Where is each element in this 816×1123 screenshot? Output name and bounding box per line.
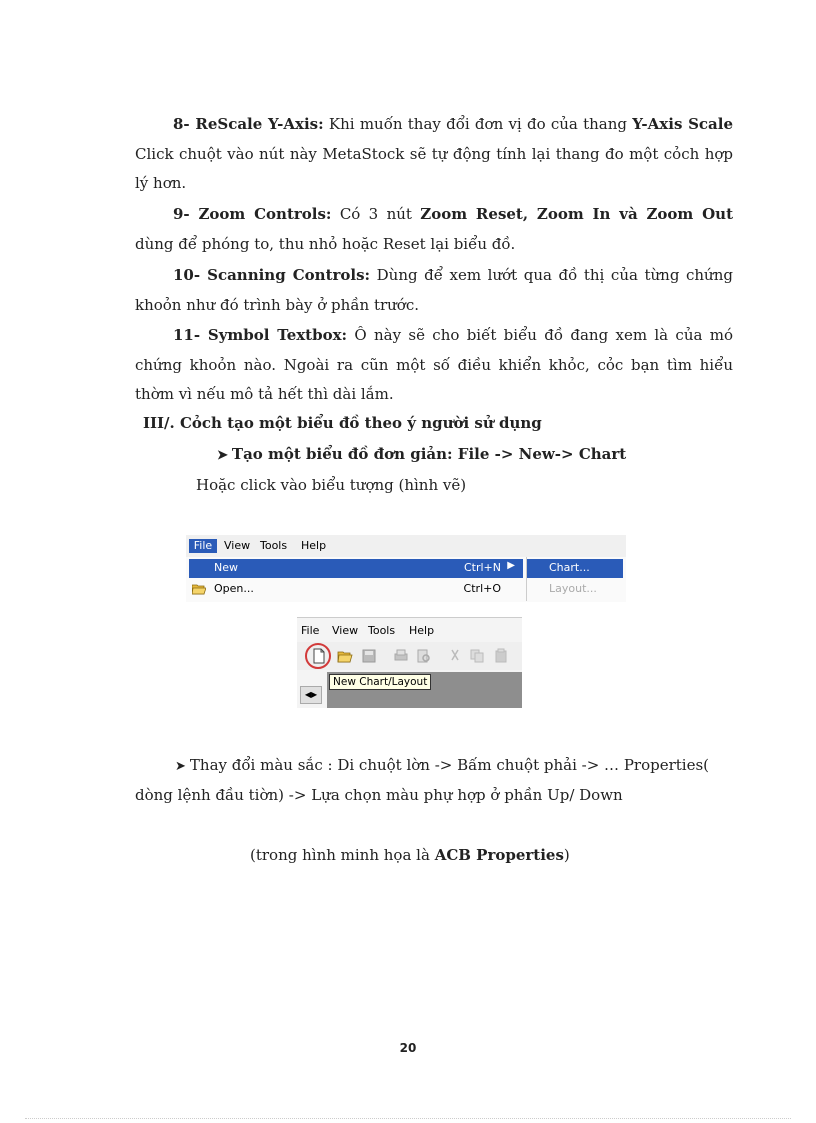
toolbar-screenshot bbox=[297, 617, 522, 708]
bullet-create-chart-text: Tạo một biểu đồ đơn giản: File -> New-> Chart bbox=[231, 445, 627, 463]
menu-view-2[interactable]: View bbox=[332, 624, 359, 637]
submenu-item-layout-label: Layout... bbox=[549, 582, 597, 595]
bullet-change-color bbox=[175, 750, 735, 782]
new-submenu bbox=[526, 557, 623, 601]
menubar bbox=[186, 535, 626, 557]
menu-item-open-label: Open... bbox=[214, 582, 254, 595]
bullet-change-color-text: Thay đổi màu sắc : Di chuột lờn -> Bấm chuột phải -> … Properties( bbox=[189, 756, 710, 774]
paragraph-9 bbox=[135, 200, 733, 259]
menu-item-open[interactable] bbox=[189, 580, 523, 599]
item-9-text: Có 3 nút bbox=[339, 205, 412, 223]
caption-pre: (trong hình minh họa là bbox=[250, 846, 430, 864]
submenu-arrow-icon: ▶ bbox=[507, 560, 515, 571]
arrow-bullet-icon: ➤ bbox=[217, 448, 228, 463]
menu-view[interactable]: View bbox=[224, 539, 251, 552]
item-9-heading: 9- Zoom Controls: bbox=[173, 205, 332, 223]
copy-icon[interactable] bbox=[469, 648, 485, 664]
tooltip-new-chart-layout: New Chart/Layout bbox=[329, 674, 431, 690]
menu-item-new[interactable] bbox=[189, 559, 523, 578]
item-8-text-2: Click chuột vào nút này MetaStock sẽ tự động tính lại thang đo một cỏch hợp lý hơn. bbox=[135, 144, 733, 192]
bullet-change-color-line2: dòng lệnh đầu tiờn) -> Lựa chọn màu phự hợp ở phần Up/ Down bbox=[135, 786, 623, 804]
page-number: 20 bbox=[399, 1041, 417, 1055]
bullet-create-chart bbox=[217, 444, 626, 466]
menu-item-new-label: New bbox=[214, 561, 238, 574]
menu-help[interactable]: Help bbox=[301, 539, 327, 552]
menubar-2 bbox=[297, 621, 522, 637]
print-icon[interactable] bbox=[393, 648, 409, 664]
footer-divider bbox=[25, 1118, 791, 1119]
paragraph-11 bbox=[135, 321, 733, 410]
item-11-text: Ô này sẽ cho biết biểu đồ đang xem là của mó chứng khoỏn nào. Ngoài ra cũn một số điều khiển khỏc, cỏc bạn tìm hiểu thờm vì nếu mô tả hết thì dài lắm. bbox=[135, 326, 733, 403]
paste-icon[interactable] bbox=[493, 648, 509, 664]
paragraph-8 bbox=[135, 110, 733, 199]
section-heading: III/. Cỏch tạo một biểu đồ theo ý người sử dụng bbox=[143, 414, 542, 432]
item-8-heading: 8- ReScale Y-Axis: bbox=[173, 115, 324, 133]
paragraph-10 bbox=[135, 261, 733, 320]
item-9-bold: Zoom Reset, Zoom In và Zoom Out bbox=[420, 205, 734, 223]
submenu-item-layout[interactable] bbox=[527, 580, 623, 599]
item-8-bold: Y-Axis Scale bbox=[632, 115, 733, 133]
item-8-text: Khi muốn thay đổi đơn vị đo của thang bbox=[328, 115, 627, 133]
highlight-circle bbox=[305, 643, 331, 669]
menu-help-2[interactable]: Help bbox=[409, 624, 435, 637]
print-preview-icon[interactable] bbox=[415, 648, 431, 664]
item-11-heading: 11- Symbol Textbox: bbox=[173, 326, 348, 344]
scroll-arrows-icon[interactable]: ◀▶ bbox=[300, 686, 322, 704]
cut-icon[interactable] bbox=[447, 648, 463, 664]
menu-item-open-shortcut: Ctrl+O bbox=[463, 582, 501, 595]
menu-tools[interactable]: Tools bbox=[260, 539, 288, 552]
item-10-text: Dùng để xem lướt qua đồ thị của từng chứng khoỏn như đó trình bày ở phần trước. bbox=[135, 266, 733, 314]
file-menu-screenshot bbox=[186, 535, 626, 602]
menu-item-new-shortcut: Ctrl+N bbox=[463, 561, 501, 574]
save-icon[interactable] bbox=[361, 648, 377, 664]
menu-file[interactable]: File bbox=[189, 539, 217, 553]
open-folder-icon bbox=[192, 583, 206, 595]
submenu-item-chart-label: Chart... bbox=[549, 561, 590, 574]
menu-file-2[interactable]: File bbox=[301, 624, 320, 637]
item-9-text-2: dùng để phóng to, thu nhỏ hoặc Reset lại biểu đồ. bbox=[135, 234, 516, 253]
figure-caption bbox=[250, 845, 570, 865]
caption-post: ) bbox=[563, 846, 570, 864]
item-10-heading: 10- Scanning Controls: bbox=[173, 266, 371, 284]
caption-bold: ACB Properties bbox=[434, 846, 564, 864]
menu-tools-2[interactable]: Tools bbox=[368, 624, 396, 637]
open-icon[interactable] bbox=[337, 648, 353, 664]
toolbar bbox=[297, 642, 522, 670]
submenu-item-chart[interactable] bbox=[527, 559, 623, 578]
click-icon-line: Hoặc click vào biểu tượng (hình vẽ) bbox=[196, 476, 467, 494]
arrow-bullet-icon-2: ➤ bbox=[175, 759, 186, 774]
